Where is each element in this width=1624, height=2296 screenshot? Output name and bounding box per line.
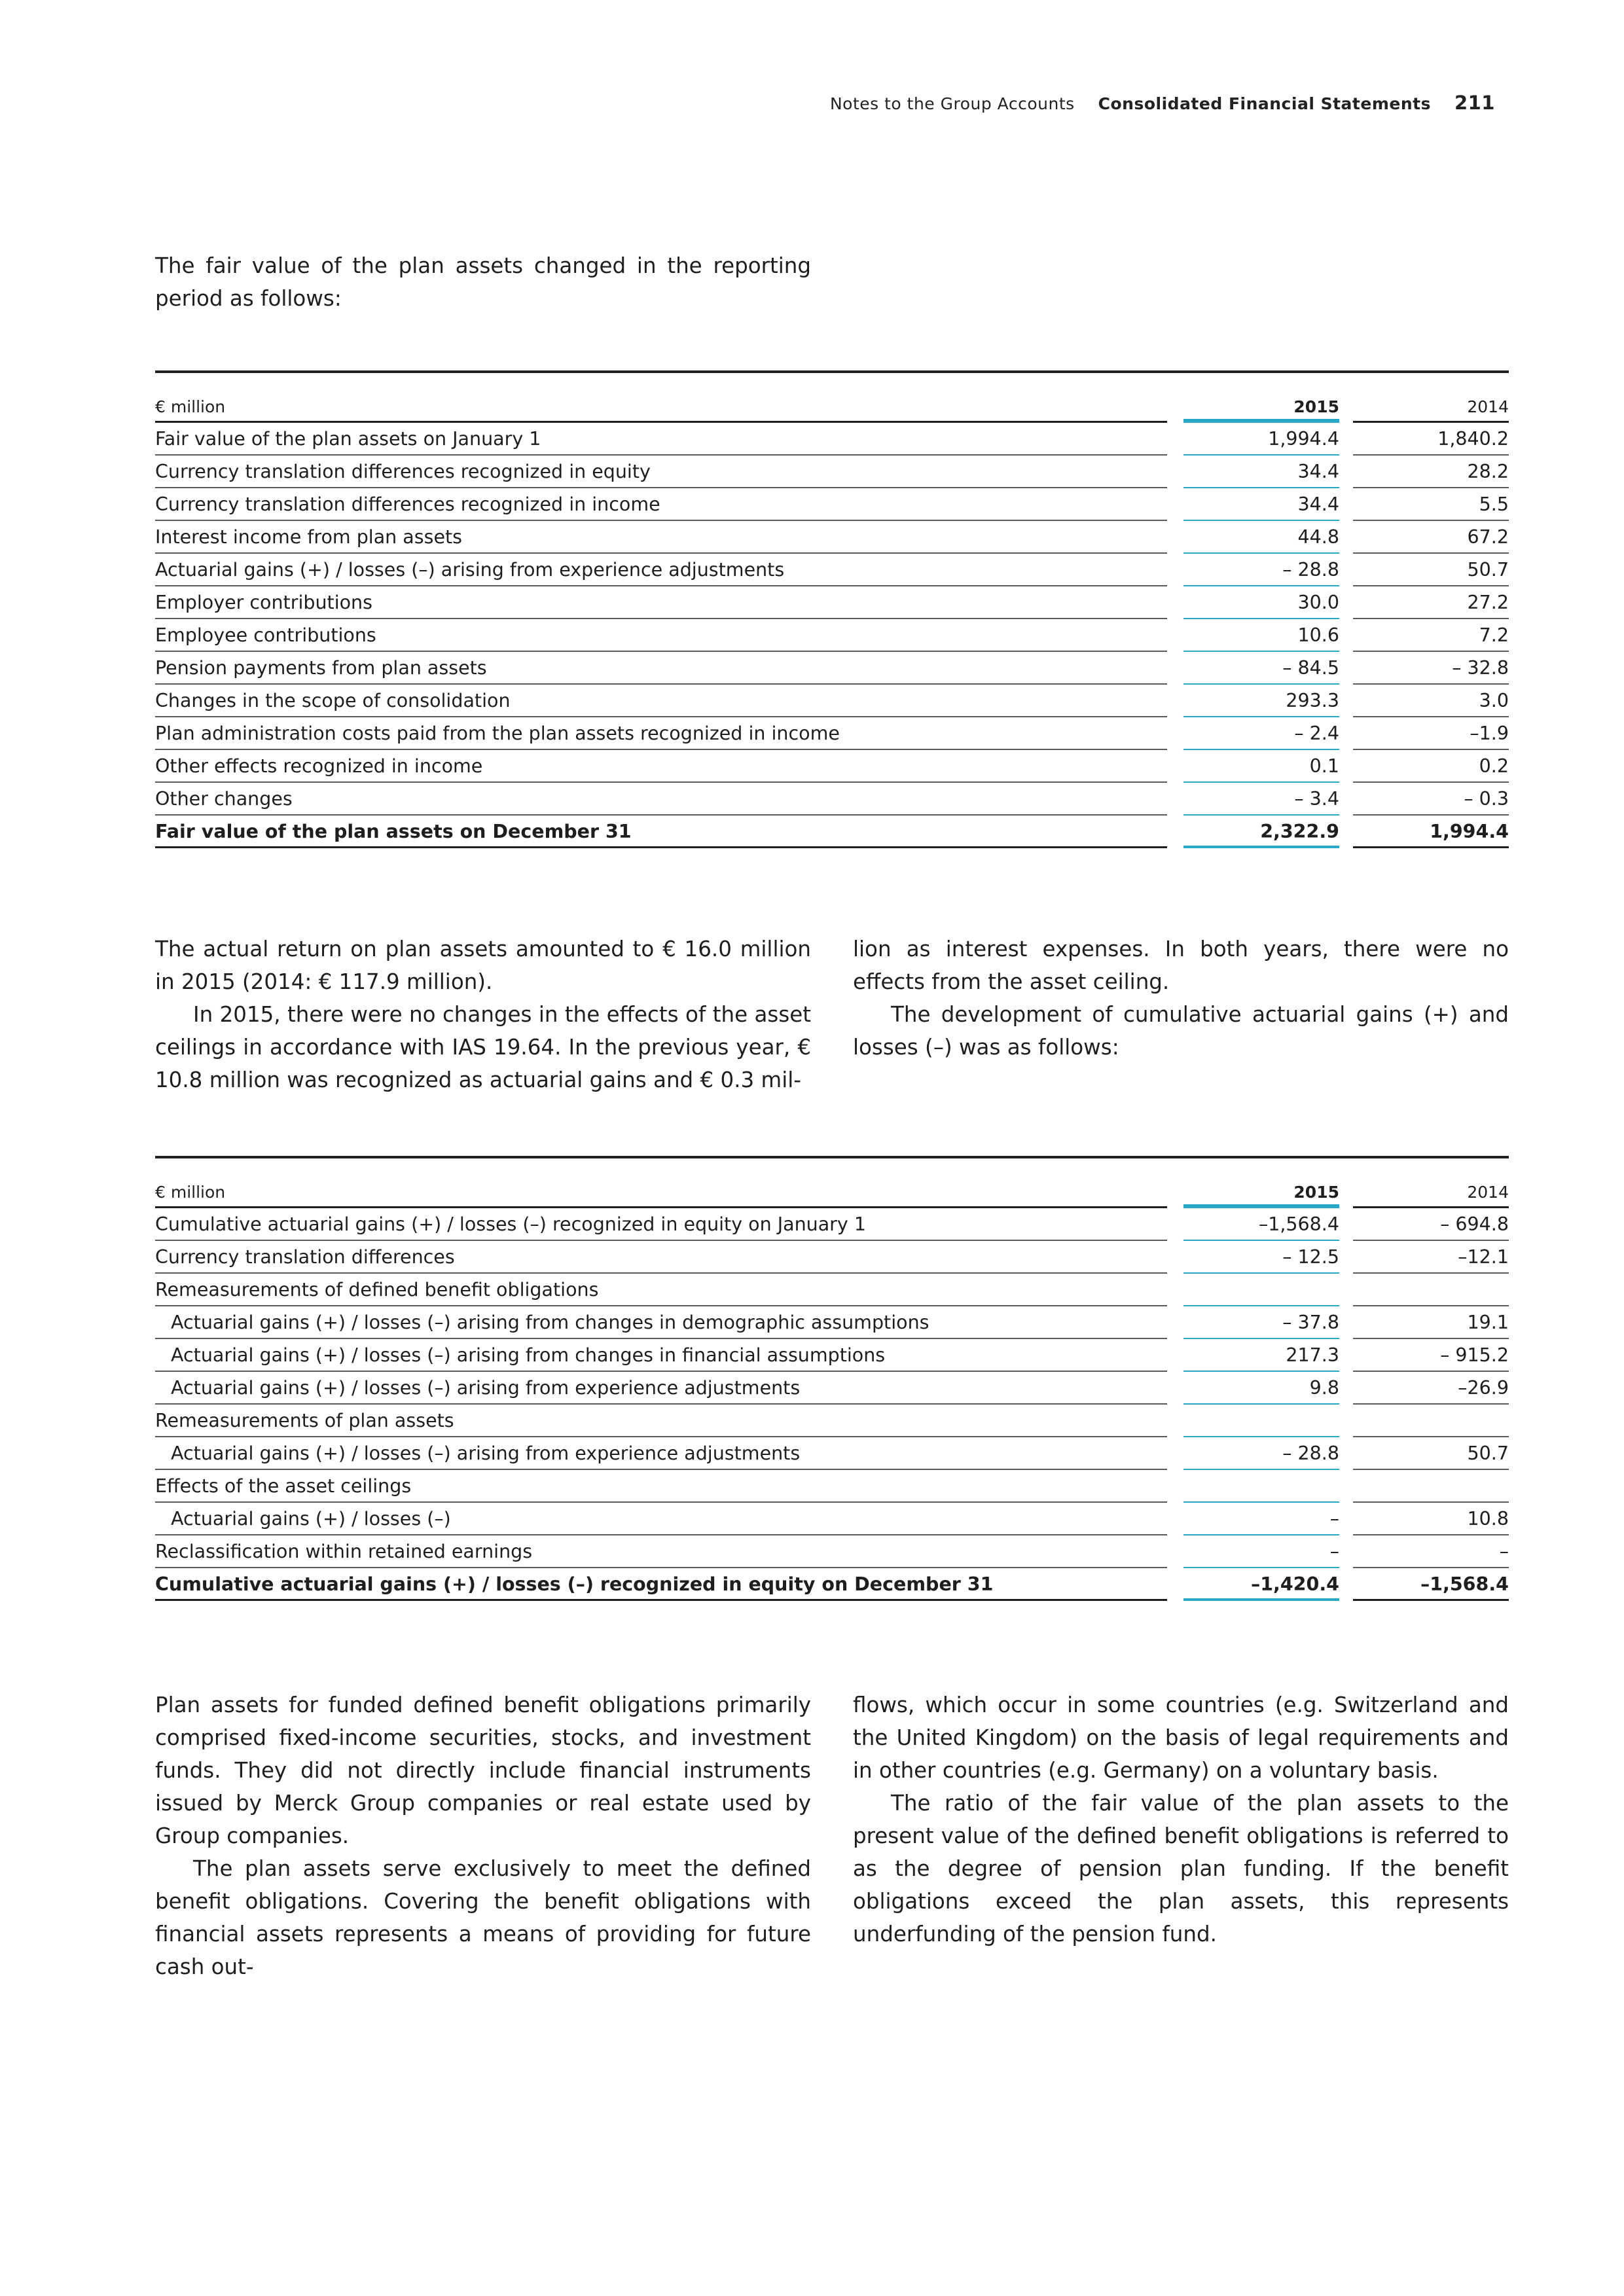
row-label: Employee contributions [155, 624, 376, 646]
table-row [155, 783, 1509, 816]
value-2014: – 0.3 [1464, 788, 1509, 810]
table-row [155, 1339, 1509, 1372]
row-label: Fair value of the plan assets on December 31 [155, 821, 632, 842]
row-label: Pension payments from plan assets [155, 657, 487, 679]
row-label: Actuarial gains (+) / losses (–) arising from experience adjustments [171, 1377, 801, 1399]
table-row [155, 586, 1509, 619]
table-body [155, 1208, 1509, 1601]
value-2015: – 3.4 [1294, 788, 1339, 810]
column-header-2015: 2015 [1293, 1183, 1339, 1202]
value-2014: – 32.8 [1452, 657, 1509, 679]
row-label: Cumulative actuarial gains (+) / losses (–) recognized in equity on December 31 [155, 1573, 994, 1595]
table-row [155, 1241, 1509, 1274]
value-2015: 0.1 [1309, 755, 1339, 777]
value-2015: 217.3 [1286, 1344, 1339, 1366]
total-row [155, 816, 1509, 848]
value-2015: – [1329, 1508, 1339, 1530]
row-label: Plan administration costs paid from the plan assets recognized in income [155, 723, 840, 744]
value-2014: 0.2 [1479, 755, 1509, 777]
table-row [155, 1405, 1509, 1437]
value-2015: 293.3 [1286, 690, 1339, 711]
value-2015: 34.4 [1297, 461, 1339, 482]
table-row [155, 1470, 1509, 1503]
row-label: Currency translation differences recognized in equity [155, 461, 651, 482]
value-2014: 50.7 [1467, 1443, 1509, 1464]
table-row [155, 423, 1509, 456]
value-2015: 44.8 [1297, 526, 1339, 548]
row-label: Remeasurements of defined benefit obligations [155, 1279, 599, 1300]
table-row [155, 685, 1509, 717]
cumulative-intro-paragraph: The development of cumulative actuarial gains (+) and losses (–) was as follows: [853, 1002, 1509, 1060]
table-row [155, 1208, 1509, 1241]
value-2015: –1,420.4 [1250, 1573, 1339, 1595]
table-row [155, 1306, 1509, 1339]
intro-block [155, 249, 811, 315]
value-2014: – 915.2 [1440, 1344, 1509, 1366]
cumulative-actuarial-gains-table [155, 1156, 1509, 1601]
table-row [155, 1274, 1509, 1306]
value-2015: 9.8 [1309, 1377, 1339, 1399]
value-2015: – 37.8 [1282, 1312, 1339, 1333]
unit-label: € million [155, 397, 226, 416]
row-label: Actuarial gains (+) / losses (–) [171, 1508, 451, 1530]
row-label: Other effects recognized in income [155, 755, 483, 777]
row-label: Actuarial gains (+) / losses (–) arising from experience adjustments [171, 1443, 801, 1464]
value-2015: –1,568.4 [1258, 1213, 1339, 1235]
value-2014: –12.1 [1458, 1246, 1509, 1268]
value-2014: 10.8 [1467, 1508, 1509, 1530]
table-row [155, 1372, 1509, 1405]
row-label: Employer contributions [155, 592, 372, 613]
value-2015: 34.4 [1297, 493, 1339, 515]
asset-ceiling-paragraph: In 2015, there were no changes in the effects of the asset ceilings in accordance with IAS 19.64. In the previous year, € 10.8 million was recognized as actuarial gains and € 0.3 mil- [155, 1002, 811, 1092]
plan-assets-fair-value-table [155, 370, 1509, 848]
row-label: Currency translation differences [155, 1246, 455, 1268]
table-body [155, 423, 1509, 848]
value-2015: 2,322.9 [1260, 821, 1339, 842]
row-label: Cumulative actuarial gains (+) / losses (–) recognized in equity on January 1 [155, 1213, 866, 1235]
funding-degree-paragraph: The ratio of the fair value of the plan assets to the present value of the defined benefit obligations is referred to as the degree of pension plan funding. If the benefit obligations exceed the plan assets, this represents underfunding of the pension fund. [853, 1791, 1509, 1946]
actual-return-paragraph: The actual return on plan assets amounted to € 16.0 million in 2015 (2014: € 117.9 million). [155, 937, 811, 994]
table-row [155, 1503, 1509, 1535]
value-2014: –1.9 [1470, 723, 1509, 744]
header-section: Notes to the Group Accounts [829, 94, 1075, 113]
table-row [155, 1437, 1509, 1470]
table-row [155, 717, 1509, 750]
value-2014: 3.0 [1479, 690, 1509, 711]
table-header [155, 1158, 1509, 1208]
row-label: Actuarial gains (+) / losses (–) arising from changes in financial assumptions [171, 1344, 886, 1366]
middle-right-column [853, 933, 1509, 1064]
value-2014: 27.2 [1467, 592, 1509, 613]
plan-assets-composition-paragraph: Plan assets for funded defined benefit obligations primarily comprised fixed-income securities, stocks, and investment funds. They did not directly include financial instruments issued by Merck Group companies or real estate used by Group companies. [155, 1693, 811, 1848]
value-2014: – [1499, 1541, 1509, 1562]
value-2015: 10.6 [1297, 624, 1339, 646]
bottom-right-column [853, 1689, 1509, 1950]
total-row [155, 1568, 1509, 1601]
table-row [155, 521, 1509, 554]
table-row [155, 1535, 1509, 1568]
value-2014: 7.2 [1479, 624, 1509, 646]
running-header [830, 92, 1495, 114]
middle-left-column [155, 933, 811, 1096]
value-2015: – 2.4 [1294, 723, 1339, 744]
value-2015: – 12.5 [1282, 1246, 1339, 1268]
plan-assets-purpose-paragraph: The plan assets serve exclusively to meet the defined benefit obligations. Covering the benefit obligations with financial assets represents a means of providing for future cash out- [155, 1856, 811, 1979]
value-2015: 30.0 [1297, 592, 1339, 613]
value-2014: 67.2 [1467, 526, 1509, 548]
table-row [155, 619, 1509, 652]
row-label: Currency translation differences recognized in income [155, 493, 660, 515]
row-label: Fair value of the plan assets on January 1 [155, 428, 541, 450]
value-2015: – 84.5 [1282, 657, 1339, 679]
table-row [155, 554, 1509, 586]
value-2014: –26.9 [1458, 1377, 1509, 1399]
column-header-2014: 2014 [1467, 1183, 1509, 1202]
bottom-left-column [155, 1689, 811, 1983]
value-2015: – 28.8 [1282, 1443, 1339, 1464]
value-2014: –1,568.4 [1420, 1573, 1509, 1595]
value-2015: 1,994.4 [1268, 428, 1339, 450]
row-label: Interest income from plan assets [155, 526, 463, 548]
value-2015: – [1329, 1541, 1339, 1562]
row-label: Effects of the asset ceilings [155, 1475, 412, 1497]
row-label: Remeasurements of plan assets [155, 1410, 454, 1431]
column-header-2014: 2014 [1467, 397, 1509, 416]
intro-paragraph: The fair value of the plan assets changed in the reporting period as follows: [155, 253, 811, 311]
column-header-2015: 2015 [1293, 397, 1339, 416]
value-2014: 19.1 [1467, 1312, 1509, 1333]
value-2015: – 28.8 [1282, 559, 1339, 581]
value-2014: – 694.8 [1440, 1213, 1509, 1235]
row-label: Actuarial gains (+) / losses (–) arising from experience adjustments [155, 559, 785, 581]
table-header [155, 373, 1509, 423]
unit-label: € million [155, 1183, 226, 1202]
value-2014: 50.7 [1467, 559, 1509, 581]
table-row [155, 488, 1509, 521]
interest-expense-paragraph: lion as interest expenses. In both years, there were no effects from the asset ceiling. [853, 937, 1509, 994]
value-2014: 5.5 [1479, 493, 1509, 515]
row-label: Reclassification within retained earnings [155, 1541, 533, 1562]
page-number: 211 [1454, 92, 1495, 114]
table-row [155, 750, 1509, 783]
header-title: Consolidated Financial Statements [1098, 94, 1431, 113]
value-2014: 1,994.4 [1430, 821, 1509, 842]
cash-outflows-paragraph: flows, which occur in some countries (e.g. Switzerland and the United Kingdom) on the basis of legal requirements and in other countries (e.g. Germany) on a voluntary basis. [853, 1693, 1509, 1783]
table-row [155, 456, 1509, 488]
row-label: Changes in the scope of consolidation [155, 690, 511, 711]
value-2014: 1,840.2 [1437, 428, 1509, 450]
row-label: Other changes [155, 788, 293, 810]
table-row [155, 652, 1509, 685]
value-2014: 28.2 [1467, 461, 1509, 482]
row-label: Actuarial gains (+) / losses (–) arising from changes in demographic assumptions [171, 1312, 929, 1333]
